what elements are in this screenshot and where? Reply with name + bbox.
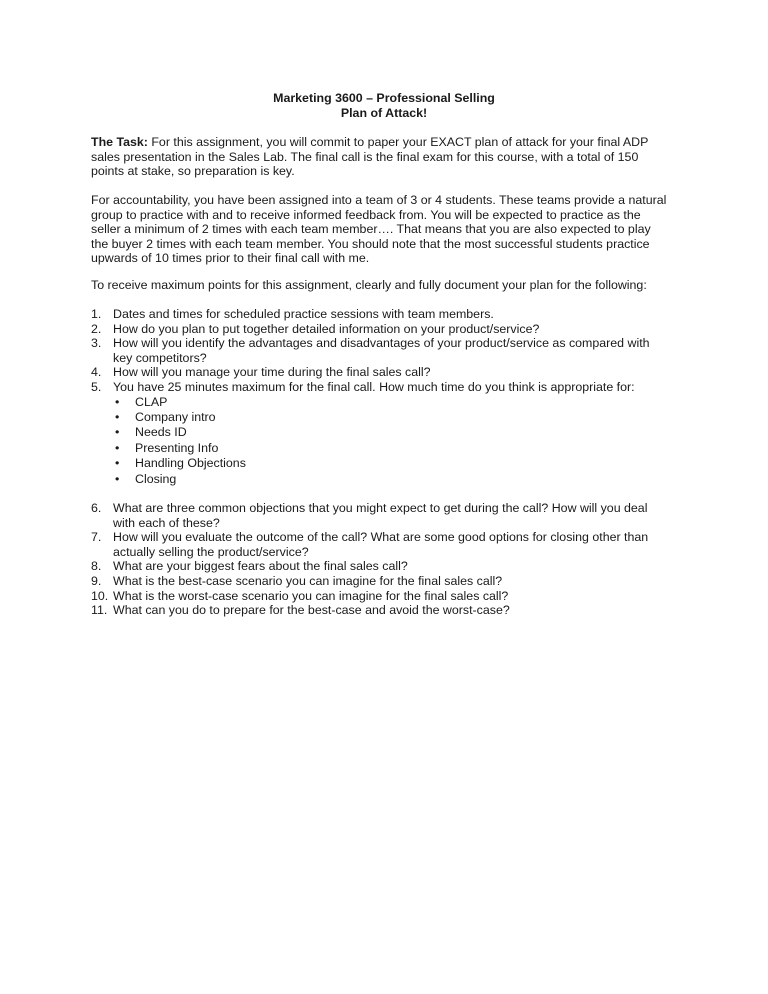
question-item [91,307,671,322]
question-text: How will you evaluate the outcome of the call? What are some good options for closing other than actually selling the product/service? [113,530,649,559]
bullet-icon: • [115,440,120,455]
question-number: 1. [91,307,102,321]
question-number: 9. [91,573,102,588]
task-text: For this assignment, you will commit to paper your EXACT plan of attack for your final ADP sales presentation in the Sales Lab. The final call is the final exam for this course, with a total of 150 points at stake, so preparation is key. [91,135,649,179]
question-item [91,530,671,559]
question-number: 6. [91,501,102,515]
question-number: 3. [91,336,102,351]
question-text: How do you plan to put together detailed information on your product/service? [113,321,540,336]
time-item-label: Closing [135,471,177,486]
question-item [91,559,671,574]
bullet-icon: • [115,471,120,486]
question-number: 10. [91,588,109,603]
time-item [113,441,671,456]
question-text: What are your biggest fears about the final sales call? [113,559,408,574]
question-text: What is the worst-case scenario you can imagine for the final sales call? [113,588,509,603]
assignment-title: Plan of Attack! [340,105,428,120]
question-item [91,380,671,501]
question-number: 5. [91,379,102,394]
question-number: 2. [91,321,102,336]
time-allocation-list [113,395,671,487]
team-paragraph: For accountability, you have been assigned into a team of 3 or 4 students. These teams provide a natural group to practice with and to receive informed feedback from. You will be expected to practice as the seller a minimum of 2 times with each team member…. That means that you are also expected to play the buyer 2 times with each team member. You should note that the most successful students practice upwards of 10 times prior to their final call with me. [91,193,667,266]
question-text: How will you identify the advantages and disadvantages of your product/service as compared with key competitors? [113,336,650,365]
question-list [91,307,671,618]
question-text: How will you manage your time during the final sales call? [113,365,431,380]
question-text: What are three common objections that you might expect to get during the call? How will you deal with each of these? [113,501,648,530]
question-item [91,574,671,589]
time-item [113,395,671,410]
question-item [91,589,671,604]
question-item [91,501,671,530]
time-item [113,410,671,425]
time-item-label: Handling Objections [135,456,246,471]
question-item [91,322,671,337]
time-item-label: Company intro [135,409,216,424]
time-item-label: Presenting Info [135,440,219,455]
bullet-icon: • [115,456,120,471]
question-text: You have 25 minutes maximum for the final call. How much time do you think is appropriate for: [113,379,635,394]
question-number: 4. [91,365,102,380]
time-item [113,425,671,440]
bullet-icon: • [115,394,120,409]
time-item-label: CLAP [135,394,168,409]
course-title: Marketing 3600 – Professional Selling [273,91,495,105]
question-item [91,603,671,618]
task-paragraph [91,135,671,179]
question-number: 8. [91,559,102,574]
question-number: 7. [91,530,102,545]
task-label: The Task: [91,135,148,149]
time-item [113,472,671,487]
list-spacer [113,487,671,501]
question-text: What can you do to prepare for the best-case and avoid the worst-case? [113,603,510,618]
bullet-icon: • [115,409,120,424]
bullet-icon: • [115,425,120,440]
time-item-label: Needs ID [135,425,187,440]
intro-paragraph: To receive maximum points for this assignment, clearly and fully document your plan for the following: [91,278,647,292]
question-item [91,336,671,365]
document-title [0,91,768,120]
time-item [113,456,671,471]
question-item [91,365,671,380]
question-text: What is the best-case scenario you can imagine for the final sales call? [113,573,503,588]
question-number: 11. [91,603,108,618]
question-text: Dates and times for scheduled practice sessions with team members. [113,307,494,321]
